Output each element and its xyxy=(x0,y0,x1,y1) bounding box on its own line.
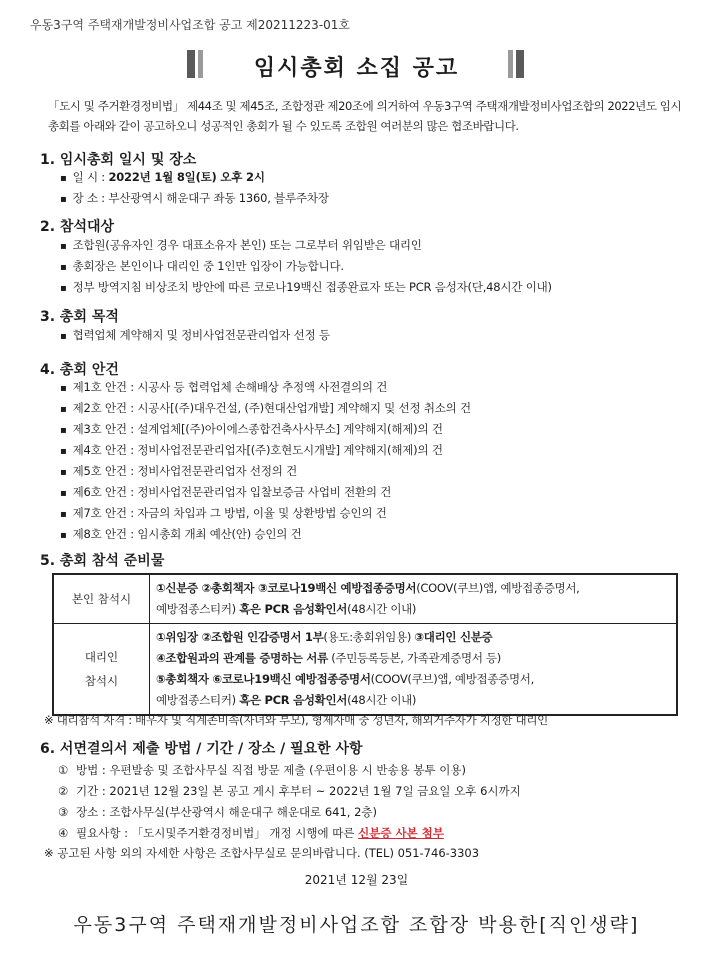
title-decor-bar xyxy=(516,50,524,78)
list-item: ▪ 조합원(공유자인 경우 대표소유자 본인) 또는 그로부터 위임받은 대리인 xyxy=(60,235,700,256)
text: (주민등록등본, 가족관계증명서 등) xyxy=(327,651,501,665)
list-item xyxy=(58,823,698,844)
list-item: ▪ 제6호 안건 : 정비사업전문관리업자 입찰보증금 사업비 전환의 건 xyxy=(60,482,700,503)
section-3-list xyxy=(60,325,700,346)
title-block xyxy=(0,48,713,82)
proxy-note: ※ 대리참석 자격 : 배우자 및 직계존비속(자녀와 부모), 형제자매 중 성년자, 해외거주자가 지정한 대리인 xyxy=(44,713,548,727)
section-4-list xyxy=(60,377,700,545)
text-bold: ⑤총회책자 ⑥코로나19백신 예방접종증명서 xyxy=(156,672,371,686)
text: (48시간 이내) xyxy=(347,602,417,616)
list-item: ▪ 제4호 안건 : 정비사업전문관리업자[(주)호현도시개발] 계약해지(해제)의 건 xyxy=(60,440,700,461)
contact-note: ※ 공고된 사항 외의 자세한 사항은 조합사무실로 문의바랍니다. (TEL) 051-746-3303 xyxy=(44,846,480,860)
page-title: 임시총회 소집 공고 xyxy=(253,56,460,81)
proxy-attendance-label xyxy=(53,624,150,716)
section-4-title: 4. 총회 안건 xyxy=(40,362,119,378)
label-line: 대리인 xyxy=(84,650,119,664)
section-1-list xyxy=(60,167,700,209)
text: 예방접종스티커) xyxy=(156,602,240,616)
list-item: ▪ 제7호 안건 : 자금의 차입과 그 방법, 이율 및 상환방법 승인의 건 xyxy=(60,503,700,524)
section-2-title: 2. 참석대상 xyxy=(40,219,115,235)
text-bold: ①위임장 ②조합원 인감증명서 1부 xyxy=(156,630,324,644)
item-number: ② xyxy=(58,784,69,798)
text-bold: 혹은 PCR 음성확인서 xyxy=(239,602,348,616)
list-item xyxy=(60,167,700,188)
table-row xyxy=(53,574,677,624)
text: 필요사항 : 「도시및주거환경정비법」 개정 시행에 따른 xyxy=(76,826,359,840)
list-item: ▪ 총회장은 본인이나 대리인 중 1인만 입장이 가능합니다. xyxy=(60,256,700,277)
list-item: ▪ 정부 방역지침 비상조치 방안에 따른 코로나19백신 접종완료자 또는 PCR 음성자(단,48시간 이내) xyxy=(60,277,700,298)
title-decor-bar xyxy=(508,50,513,78)
list-item: ▪ 제2호 안건 : 시공사[(주)대우건설, (주)현대산업개발] 계약해지 및 선정 취소의 건 xyxy=(60,398,700,419)
item-number: ④ xyxy=(58,826,69,840)
item-number: ③ xyxy=(58,805,69,819)
list-item: ▪ 제8호 안건 : 임시총회 개최 예산(안) 승인의 건 xyxy=(60,524,700,545)
section-6-list xyxy=(58,760,698,844)
notice-date: 2021년 12월 23일 xyxy=(304,873,409,887)
label-line: 참석시 xyxy=(84,674,119,688)
section-6-title: 6. 서면결의서 제출 방법 / 기간 / 장소 / 필요한 사항 xyxy=(40,741,363,757)
text-bold: ③대리인 신분증 xyxy=(414,630,493,644)
list-item: ▪ 제5호 안건 : 정비사업전문관리업자 선정의 건 xyxy=(60,461,700,482)
list-item: ▪ 장 소 : 부산광역시 해운대구 좌동 1360, 블루주차장 xyxy=(60,188,700,209)
text: 기간 : 2021년 12월 23일 본 공고 게시 후부터 ~ 2022년 1월 7일 금요일 오후 6시까지 xyxy=(76,784,521,798)
section-3-title: 3. 총회 목적 xyxy=(40,309,119,325)
list-item xyxy=(58,802,698,823)
self-attendance-items xyxy=(150,574,678,624)
signature: 우동3구역 주택재개발정비사업조합 조합장 박용한[직인생략] xyxy=(73,914,640,936)
intro-paragraph: 「도시 및 주거환경정비법」 제44조 및 제45조, 조합정관 제20조에 의거하여 우동3구역 주택재개발정비사업조합의 2022년도 임시총회를 아래와 같이 공고하오니 성공적인 총회가 될 수 있도록 조합원 여러분의 많은 협조바랍니다. xyxy=(48,99,682,133)
self-attendance-label: 본인 참석시 xyxy=(53,574,150,624)
text: (COOV(쿠브)앱, 예방접종증명서, xyxy=(416,581,580,595)
section-1-title: 1. 임시총회 일시 및 장소 xyxy=(40,152,197,168)
list-item: ▪ 제1호 안건 : 시공사 등 협력업체 손해배상 추정액 사전결의의 건 xyxy=(60,377,700,398)
text: 예방접종스티커) xyxy=(156,693,240,707)
section-5-title: 5. 총회 참석 준비물 xyxy=(40,553,165,569)
date-value: 2022년 1월 8일(토) 오후 2시 xyxy=(108,170,265,184)
highlight-text: 신분증 사본 첨부 xyxy=(358,826,444,840)
list-item: ▪ 제3호 안건 : 설계업체[(주)아이에스종합건축사사무소] 계약해지(해제)의 건 xyxy=(60,419,700,440)
text: (COOV(쿠브)앱, 예방접종증명서, xyxy=(370,672,534,686)
section-2-list xyxy=(60,235,700,298)
text-bold: 혹은 PCR 음성확인서 xyxy=(239,693,348,707)
list-item: ▪ 협력업체 계약해지 및 정비사업전문관리업자 선정 등 xyxy=(60,325,700,346)
text-bold: ①신분증 ②총회책자 ③코로나19백신 예방접종증명서 xyxy=(156,581,417,595)
list-item xyxy=(58,760,698,781)
text: 장소 : 조합사무실(부산광역시 해운대구 해운대로 641, 2층) xyxy=(76,805,377,819)
doc-number: 우동3구역 주택재개발정비사업조합 공고 제20211223-01호 xyxy=(30,18,351,32)
item-number: ① xyxy=(58,763,69,777)
list-item xyxy=(58,781,698,802)
table-row xyxy=(53,624,677,716)
text-bold: ④조합원과의 관계를 증명하는 서류 xyxy=(156,651,328,665)
text: (48시간 이내) xyxy=(347,693,417,707)
proxy-attendance-items xyxy=(150,624,678,716)
text: (용도:총회위임용) xyxy=(323,630,415,644)
text: 방법 : 우편발송 및 조합사무실 직접 방문 제출 (우편이용 시 반송용 봉투 이용) xyxy=(76,763,466,777)
preparation-table xyxy=(52,573,678,716)
date-label: 일 시 : xyxy=(72,170,109,184)
